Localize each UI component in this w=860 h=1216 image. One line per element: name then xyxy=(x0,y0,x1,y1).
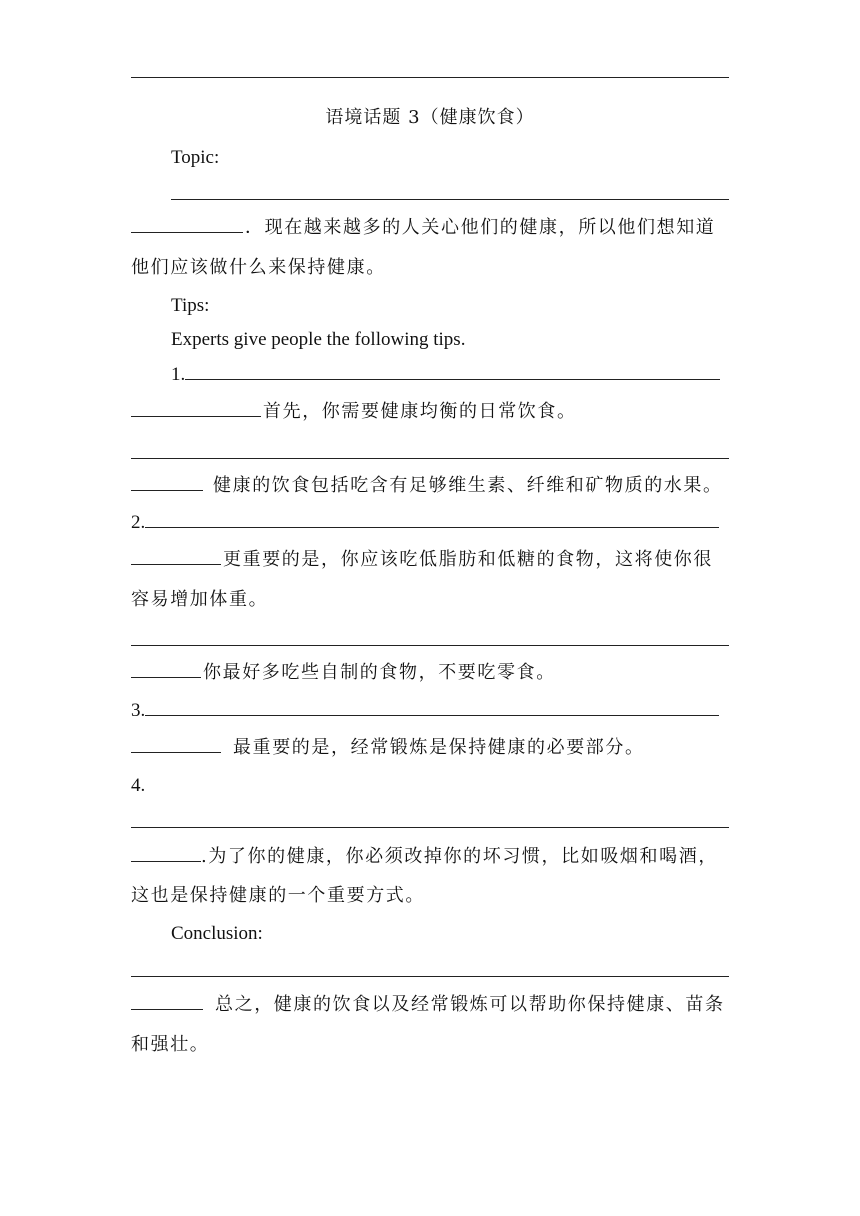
answer-line[interactable] xyxy=(131,976,729,977)
answer-blank[interactable] xyxy=(131,993,203,1010)
topic-sentence: ．现在越来越多的人关心他们的健康，所以他们想知道 xyxy=(245,217,716,238)
tip-4-number: 4. xyxy=(131,775,146,796)
tip-2-detail-sentence: 你最好多吃些自制的食物，不要吃零食。 xyxy=(203,662,556,683)
tip-1-detail-sentence: 健康的饮食包括吃含有足够维生素、纤维和矿物质的水果。 xyxy=(213,475,723,496)
answer-blank[interactable] xyxy=(131,474,203,491)
tip-3-number-line xyxy=(131,699,729,723)
tip-number: 1. xyxy=(171,364,186,385)
conclusion-sentence: 总之，健康的饮食以及经常锻炼可以帮助你保持健康、苗条 xyxy=(215,994,725,1015)
tip-1-sentence: 首先，你需要健康均衡的日常饮食。 xyxy=(263,401,577,422)
answer-blank[interactable] xyxy=(131,736,221,753)
answer-blank[interactable] xyxy=(131,661,201,678)
answer-blank[interactable] xyxy=(131,845,201,862)
answer-blank[interactable] xyxy=(145,699,719,716)
tip-4-text-2: 这也是保持健康的一个重要方式。 xyxy=(131,885,425,906)
tip-2-text-2: 容易增加体重。 xyxy=(131,589,269,610)
tips-intro: Experts give people the following tips. xyxy=(171,329,466,350)
conclusion-label: Conclusion: xyxy=(171,923,263,944)
answer-blank[interactable] xyxy=(145,511,719,528)
tip-1-detail xyxy=(131,474,729,498)
conclusion-text-2: 和强壮。 xyxy=(131,1034,210,1055)
tip-4-sentence: .为了你的健康，你必须改掉你的坏习惯，比如吸烟和喝酒， xyxy=(201,846,718,867)
tip-1-number-line xyxy=(171,363,729,387)
topic-text-1 xyxy=(131,216,729,240)
tip-3-text xyxy=(131,736,729,760)
tip-4-text xyxy=(131,845,729,869)
tip-2-text xyxy=(131,548,729,572)
tip-3-sentence: 最重要的是，经常锻炼是保持健康的必要部分。 xyxy=(233,737,645,758)
answer-line[interactable] xyxy=(131,458,729,459)
tip-number: 2. xyxy=(131,512,146,533)
answer-blank[interactable] xyxy=(131,548,221,565)
header-rule xyxy=(131,77,729,78)
answer-blank[interactable] xyxy=(131,400,261,417)
tip-number: 3. xyxy=(131,700,146,721)
tip-1-text xyxy=(131,400,729,424)
tip-2-number-line xyxy=(131,511,729,535)
answer-line[interactable] xyxy=(131,645,729,646)
conclusion-text xyxy=(131,993,729,1017)
answer-line[interactable] xyxy=(131,827,729,828)
topic-text-2: 他们应该做什么来保持健康。 xyxy=(131,257,386,278)
answer-line[interactable] xyxy=(171,199,729,200)
answer-blank[interactable] xyxy=(131,216,243,233)
answer-blank[interactable] xyxy=(185,363,720,380)
page-title: 语境话题 3（健康饮食） xyxy=(325,107,535,128)
topic-label: Topic: xyxy=(171,147,220,168)
tip-2-detail xyxy=(131,661,729,685)
tips-label: Tips: xyxy=(171,295,210,316)
tip-2-sentence: 更重要的是，你应该吃低脂肪和低糖的食物，这将使你很 xyxy=(223,549,713,570)
